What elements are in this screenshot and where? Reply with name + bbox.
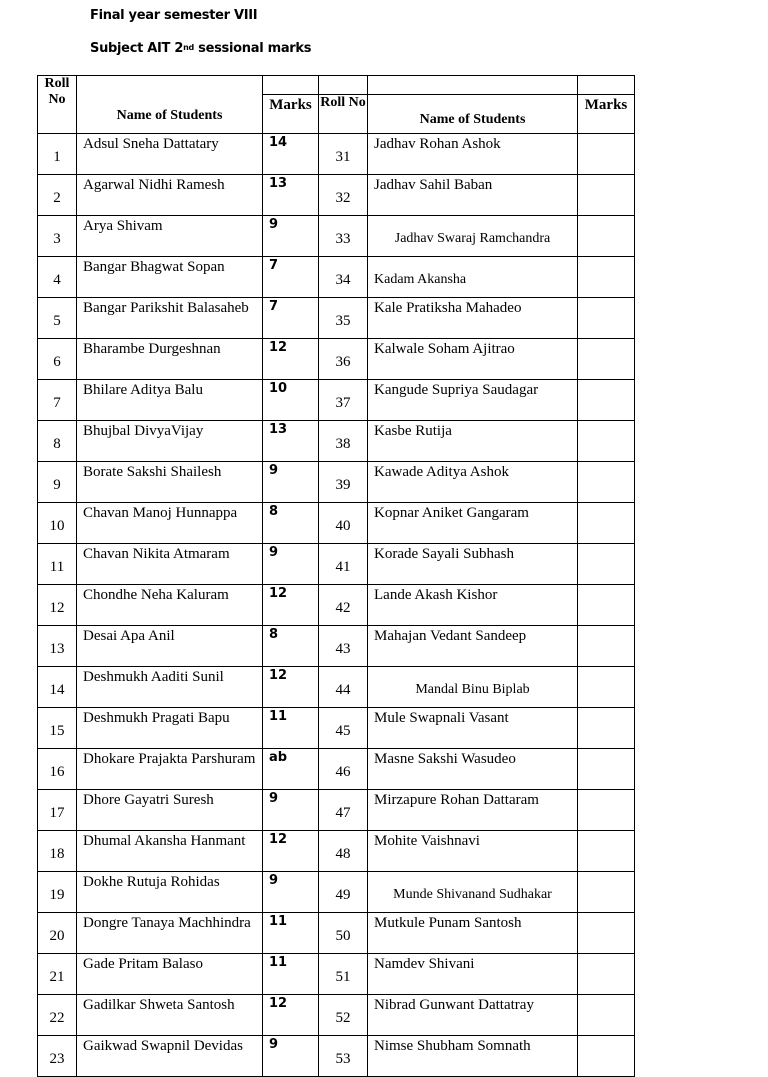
marks-cell bbox=[578, 872, 635, 913]
student-name-cell: Jadhav Swaraj Ramchandra bbox=[368, 216, 578, 257]
ordinal-suffix: nd bbox=[183, 43, 194, 52]
student-name-cell: Dhumal Akansha Hanmant bbox=[77, 831, 263, 872]
student-name-cell: Adsul Sneha Dattatary bbox=[77, 134, 263, 175]
student-name-cell: Bangar Bhagwat Sopan bbox=[77, 257, 263, 298]
roll-number-cell: 3 bbox=[38, 216, 77, 257]
marks-cell bbox=[578, 708, 635, 749]
subject-prefix: Subject AIT 2 bbox=[90, 41, 184, 56]
header-marks-right: Marks bbox=[578, 95, 635, 134]
roll-number-cell: 31 bbox=[319, 134, 368, 175]
marks-table bbox=[37, 75, 635, 1077]
roll-number-cell: 35 bbox=[319, 298, 368, 339]
student-name-cell: Nibrad Gunwant Dattatray bbox=[368, 995, 578, 1036]
roll-number-cell: 8 bbox=[38, 421, 77, 462]
marks-cell bbox=[578, 626, 635, 667]
student-name-cell: Dongre Tanaya Machhindra bbox=[77, 913, 263, 954]
roll-number-cell: 48 bbox=[319, 831, 368, 872]
student-name-cell: Dhokare Prajakta Parshuram bbox=[77, 749, 263, 790]
marks-cell bbox=[578, 134, 635, 175]
marks-cell bbox=[578, 667, 635, 708]
marks-cell: 8 bbox=[263, 503, 319, 544]
marks-cell bbox=[578, 954, 635, 995]
table-row bbox=[38, 667, 635, 708]
table-row bbox=[38, 380, 635, 421]
marks-cell bbox=[578, 462, 635, 503]
student-name-cell: Mirzapure Rohan Dattaram bbox=[368, 790, 578, 831]
roll-number-cell: 1 bbox=[38, 134, 77, 175]
marks-cell bbox=[578, 175, 635, 216]
marks-cell bbox=[578, 544, 635, 585]
marks-cell bbox=[578, 216, 635, 257]
roll-number-cell: 38 bbox=[319, 421, 368, 462]
student-name-cell: Lande Akash Kishor bbox=[368, 585, 578, 626]
header-empty-cell bbox=[368, 76, 578, 95]
marks-cell: 11 bbox=[263, 708, 319, 749]
student-name-cell: Kasbe Rutija bbox=[368, 421, 578, 462]
student-name-cell: Arya Shivam bbox=[77, 216, 263, 257]
roll-number-cell: 47 bbox=[319, 790, 368, 831]
student-name-cell: Kopnar Aniket Gangaram bbox=[368, 503, 578, 544]
roll-number-cell: 33 bbox=[319, 216, 368, 257]
header-empty-cell bbox=[263, 76, 319, 95]
marks-cell: ab bbox=[263, 749, 319, 790]
table-row bbox=[38, 544, 635, 585]
table-row bbox=[38, 298, 635, 339]
table-row bbox=[38, 216, 635, 257]
marks-cell: 12 bbox=[263, 339, 319, 380]
marks-cell: 12 bbox=[263, 585, 319, 626]
roll-number-cell: 37 bbox=[319, 380, 368, 421]
roll-number-cell: 7 bbox=[38, 380, 77, 421]
table-row bbox=[38, 421, 635, 462]
roll-number-cell: 9 bbox=[38, 462, 77, 503]
roll-number-cell: 22 bbox=[38, 995, 77, 1036]
table-row bbox=[38, 626, 635, 667]
roll-number-cell: 34 bbox=[319, 257, 368, 298]
student-name-cell: Deshmukh Aaditi Sunil bbox=[77, 667, 263, 708]
student-name-cell: Bharambe Durgeshnan bbox=[77, 339, 263, 380]
student-name-cell: Gade Pritam Balaso bbox=[77, 954, 263, 995]
student-name-cell: Kalwale Soham Ajitrao bbox=[368, 339, 578, 380]
roll-number-cell: 11 bbox=[38, 544, 77, 585]
table-row bbox=[38, 708, 635, 749]
student-name-cell: Deshmukh Pragati Bapu bbox=[77, 708, 263, 749]
table-row bbox=[38, 1036, 635, 1077]
student-name-cell: Bhilare Aditya Balu bbox=[77, 380, 263, 421]
header-name-of-students-right: Name of Students bbox=[368, 95, 578, 134]
student-name-cell: Mule Swapnali Vasant bbox=[368, 708, 578, 749]
header-empty-cell bbox=[578, 76, 635, 95]
table-row bbox=[38, 831, 635, 872]
table-row bbox=[38, 790, 635, 831]
student-name-cell: Nimse Shubham Somnath bbox=[368, 1036, 578, 1077]
student-name-cell: Kadam Akansha bbox=[368, 257, 578, 298]
student-name-cell: Desai Apa Anil bbox=[77, 626, 263, 667]
marks-cell: 7 bbox=[263, 298, 319, 339]
marks-cell bbox=[578, 298, 635, 339]
marks-cell bbox=[578, 831, 635, 872]
subject-heading bbox=[90, 41, 311, 56]
student-name-cell: Gadilkar Shweta Santosh bbox=[77, 995, 263, 1036]
marks-cell: 12 bbox=[263, 667, 319, 708]
roll-number-cell: 6 bbox=[38, 339, 77, 380]
marks-cell: 13 bbox=[263, 421, 319, 462]
roll-number-cell: 46 bbox=[319, 749, 368, 790]
header-top-row bbox=[38, 76, 635, 95]
roll-number-cell: 16 bbox=[38, 749, 77, 790]
table-row bbox=[38, 872, 635, 913]
student-name-cell: Kangude Supriya Saudagar bbox=[368, 380, 578, 421]
roll-number-cell: 14 bbox=[38, 667, 77, 708]
subject-suffix: sessional marks bbox=[193, 41, 312, 56]
roll-number-cell: 10 bbox=[38, 503, 77, 544]
roll-number-cell: 4 bbox=[38, 257, 77, 298]
student-name-cell: Munde Shivanand Sudhakar bbox=[368, 872, 578, 913]
student-name-cell: Jadhav Rohan Ashok bbox=[368, 134, 578, 175]
student-name-cell: Dokhe Rutuja Rohidas bbox=[77, 872, 263, 913]
student-name-cell: Bangar Parikshit Balasaheb bbox=[77, 298, 263, 339]
header-roll-no-right: Roll No bbox=[319, 95, 368, 134]
marks-cell bbox=[578, 339, 635, 380]
marks-cell: 12 bbox=[263, 831, 319, 872]
marks-cell: 9 bbox=[263, 1036, 319, 1077]
table-row bbox=[38, 749, 635, 790]
table-row bbox=[38, 339, 635, 380]
roll-number-cell: 41 bbox=[319, 544, 368, 585]
marks-cell: 9 bbox=[263, 544, 319, 585]
student-name-cell: Chavan Nikita Atmaram bbox=[77, 544, 263, 585]
roll-number-cell: 39 bbox=[319, 462, 368, 503]
student-name-cell: Jadhav Sahil Baban bbox=[368, 175, 578, 216]
student-name-cell: Gaikwad Swapnil Devidas bbox=[77, 1036, 263, 1077]
roll-number-cell: 52 bbox=[319, 995, 368, 1036]
table-row bbox=[38, 913, 635, 954]
marks-cell: 10 bbox=[263, 380, 319, 421]
marks-cell: 8 bbox=[263, 626, 319, 667]
marks-cell: 14 bbox=[263, 134, 319, 175]
roll-number-cell: 20 bbox=[38, 913, 77, 954]
marks-cell: 13 bbox=[263, 175, 319, 216]
marks-cell bbox=[578, 503, 635, 544]
marks-cell bbox=[578, 380, 635, 421]
table-row bbox=[38, 462, 635, 503]
marks-cell bbox=[578, 1036, 635, 1077]
header-empty-cell bbox=[319, 76, 368, 95]
roll-number-cell: 13 bbox=[38, 626, 77, 667]
student-name-cell: Mutkule Punam Santosh bbox=[368, 913, 578, 954]
roll-number-cell: 45 bbox=[319, 708, 368, 749]
student-name-cell: Mohite Vaishnavi bbox=[368, 831, 578, 872]
roll-number-cell: 49 bbox=[319, 872, 368, 913]
roll-number-cell: 50 bbox=[319, 913, 368, 954]
roll-number-cell: 12 bbox=[38, 585, 77, 626]
roll-number-cell: 17 bbox=[38, 790, 77, 831]
student-name-cell: Masne Sakshi Wasudeo bbox=[368, 749, 578, 790]
marks-cell bbox=[578, 421, 635, 462]
roll-number-cell: 44 bbox=[319, 667, 368, 708]
roll-number-cell: 18 bbox=[38, 831, 77, 872]
student-name-cell: Chavan Manoj Hunnappa bbox=[77, 503, 263, 544]
header-roll-no: Roll No bbox=[38, 76, 77, 134]
roll-number-cell: 21 bbox=[38, 954, 77, 995]
student-name-cell: Bhujbal DivyaVijay bbox=[77, 421, 263, 462]
student-name-cell: Agarwal Nidhi Ramesh bbox=[77, 175, 263, 216]
marks-cell: 12 bbox=[263, 995, 319, 1036]
marks-cell: 9 bbox=[263, 216, 319, 257]
table-row bbox=[38, 585, 635, 626]
student-name-cell: Mandal Binu Biplab bbox=[368, 667, 578, 708]
marks-cell bbox=[578, 585, 635, 626]
student-name-cell: Namdev Shivani bbox=[368, 954, 578, 995]
student-name-cell: Chondhe Neha Kaluram bbox=[77, 585, 263, 626]
marks-cell: 11 bbox=[263, 954, 319, 995]
marks-cell bbox=[578, 790, 635, 831]
table-row bbox=[38, 995, 635, 1036]
student-name-cell: Korade Sayali Subhash bbox=[368, 544, 578, 585]
student-name-cell: Mahajan Vedant Sandeep bbox=[368, 626, 578, 667]
marks-cell bbox=[578, 913, 635, 954]
roll-number-cell: 43 bbox=[319, 626, 368, 667]
document-title: Final year semester VIII bbox=[90, 8, 258, 23]
roll-number-cell: 53 bbox=[319, 1036, 368, 1077]
table-row bbox=[38, 257, 635, 298]
marks-cell bbox=[578, 257, 635, 298]
marks-cell bbox=[578, 749, 635, 790]
roll-number-cell: 32 bbox=[319, 175, 368, 216]
roll-number-cell: 19 bbox=[38, 872, 77, 913]
marks-cell: 11 bbox=[263, 913, 319, 954]
marks-cell: 9 bbox=[263, 790, 319, 831]
marks-cell: 9 bbox=[263, 462, 319, 503]
roll-number-cell: 51 bbox=[319, 954, 368, 995]
marks-cell: 9 bbox=[263, 872, 319, 913]
roll-number-cell: 40 bbox=[319, 503, 368, 544]
student-name-cell: Borate Sakshi Shailesh bbox=[77, 462, 263, 503]
roll-number-cell: 15 bbox=[38, 708, 77, 749]
table-row bbox=[38, 954, 635, 995]
header-name-of-students: Name of Students bbox=[77, 76, 263, 134]
table-row bbox=[38, 175, 635, 216]
marks-cell bbox=[578, 995, 635, 1036]
roll-number-cell: 42 bbox=[319, 585, 368, 626]
roll-number-cell: 2 bbox=[38, 175, 77, 216]
roll-number-cell: 36 bbox=[319, 339, 368, 380]
roll-number-cell: 5 bbox=[38, 298, 77, 339]
marks-cell: 7 bbox=[263, 257, 319, 298]
student-name-cell: Kawade Aditya Ashok bbox=[368, 462, 578, 503]
header-marks: Marks bbox=[263, 95, 319, 134]
roll-number-cell: 23 bbox=[38, 1036, 77, 1077]
table-row bbox=[38, 503, 635, 544]
table-row bbox=[38, 134, 635, 175]
student-name-cell: Dhore Gayatri Suresh bbox=[77, 790, 263, 831]
student-name-cell: Kale Pratiksha Mahadeo bbox=[368, 298, 578, 339]
